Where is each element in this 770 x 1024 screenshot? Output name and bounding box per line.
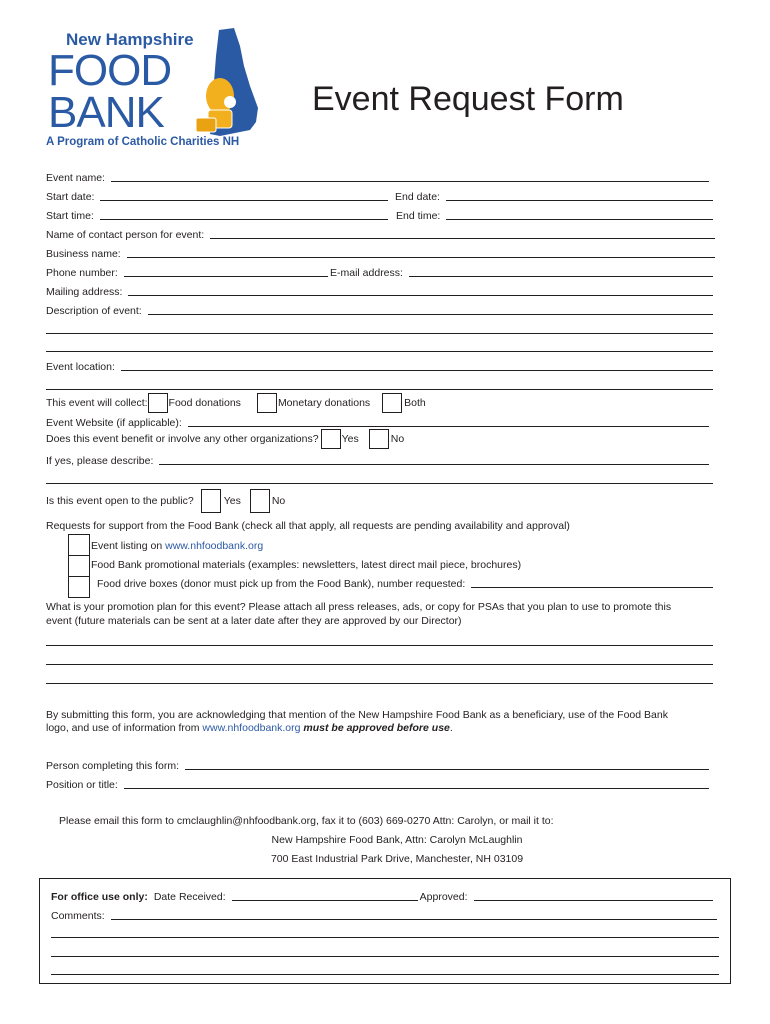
promotion-question-cont: event (future materials can be sent at a later date after they are approved by our Director) bbox=[46, 615, 462, 627]
description-line[interactable] bbox=[46, 333, 713, 334]
approved-label: Approved: bbox=[419, 891, 468, 903]
approved-field[interactable] bbox=[474, 900, 713, 901]
office-use-box bbox=[39, 878, 731, 984]
end-time-field[interactable] bbox=[396, 208, 717, 222]
logo bbox=[44, 26, 264, 156]
email-address-field[interactable] bbox=[330, 265, 717, 279]
benefit-yes-checkbox[interactable] bbox=[321, 429, 341, 449]
event-website-label: Event Website (if applicable): bbox=[46, 417, 182, 429]
mailing-street: 700 East Industrial Park Drive, Manchester, NH 03109 bbox=[270, 853, 524, 865]
logo-bank-text: BANK bbox=[48, 88, 164, 137]
event-name-field[interactable] bbox=[46, 170, 713, 184]
public-no-label: No bbox=[271, 495, 286, 507]
promo-materials-checkbox[interactable] bbox=[68, 555, 90, 577]
mailing-address-label: Mailing address: bbox=[46, 286, 123, 298]
person-completing-field[interactable] bbox=[46, 758, 713, 772]
event-listing-label: Event listing on bbox=[91, 540, 166, 552]
mailing-address-field[interactable] bbox=[46, 284, 717, 298]
both-checkbox[interactable] bbox=[382, 393, 402, 413]
logo-food-text: FOOD bbox=[48, 46, 172, 95]
food-drive-boxes-field[interactable] bbox=[97, 576, 713, 590]
date-received-field[interactable] bbox=[232, 900, 418, 901]
both-label: Both bbox=[404, 397, 426, 409]
event-listing-checkbox[interactable] bbox=[68, 534, 90, 556]
benefit-no-checkbox[interactable] bbox=[369, 429, 389, 449]
public-yes-label: Yes bbox=[223, 495, 241, 507]
promo-materials-label: Food Bank promotional materials (examples: newsletters, latest direct mail piece, brochures) bbox=[91, 559, 522, 571]
open-public-label: Is this event open to the public? bbox=[46, 495, 194, 507]
location-line[interactable] bbox=[46, 389, 713, 390]
submission-instructions: Please email this form to cmclaughlin@nhfoodbank.org, fax it to (603) 669-0270 Attn: Carolyn, or mail it to: bbox=[59, 815, 554, 827]
benefit-no-label: No bbox=[390, 433, 405, 445]
phone-number-field[interactable] bbox=[46, 265, 328, 279]
promotion-line[interactable] bbox=[46, 664, 713, 665]
agreement-bold: must be approved before use bbox=[303, 722, 450, 734]
promotion-line[interactable] bbox=[46, 683, 713, 684]
position-title-field[interactable] bbox=[46, 777, 713, 791]
describe-line[interactable] bbox=[46, 483, 713, 484]
collect-label: This event will collect: bbox=[46, 397, 148, 409]
start-date-field[interactable] bbox=[46, 189, 392, 203]
description-line[interactable] bbox=[46, 351, 713, 352]
public-yes-checkbox[interactable] bbox=[201, 489, 221, 513]
end-date-field[interactable] bbox=[395, 189, 717, 203]
event-listing-option bbox=[91, 540, 263, 552]
comments-label: Comments: bbox=[51, 910, 105, 922]
food-drive-boxes-checkbox[interactable] bbox=[68, 576, 90, 598]
collect-row bbox=[46, 392, 426, 414]
agreement-end: . bbox=[449, 722, 453, 734]
promotion-line[interactable] bbox=[46, 645, 713, 646]
describe-label: If yes, please describe: bbox=[46, 455, 154, 467]
comments-line[interactable] bbox=[51, 956, 719, 957]
event-website-field[interactable] bbox=[46, 415, 713, 429]
logo-top-text: New Hampshire bbox=[66, 30, 194, 49]
business-name-field[interactable] bbox=[46, 246, 719, 260]
public-no-checkbox[interactable] bbox=[250, 489, 270, 513]
benefit-label: Does this event benefit or involve any other organizations? bbox=[46, 433, 319, 445]
end-time-label: End time: bbox=[396, 210, 441, 222]
person-completing-label: Person completing this form: bbox=[46, 760, 180, 772]
description-label: Description of event: bbox=[46, 305, 142, 317]
office-use-row bbox=[51, 889, 717, 903]
start-time-label: Start time: bbox=[46, 210, 94, 222]
start-date-label: Start date: bbox=[46, 191, 95, 203]
open-public-row bbox=[46, 489, 285, 513]
event-name-label: Event name: bbox=[46, 172, 105, 184]
comments-line[interactable] bbox=[51, 974, 719, 975]
event-location-label: Event location: bbox=[46, 361, 115, 373]
contact-person-field[interactable] bbox=[46, 227, 719, 241]
benefit-row bbox=[46, 428, 404, 450]
end-date-label: End date: bbox=[395, 191, 440, 203]
monetary-donations-checkbox[interactable] bbox=[257, 393, 277, 413]
food-donations-checkbox[interactable] bbox=[148, 393, 168, 413]
email-address-label: E-mail address: bbox=[330, 267, 403, 279]
start-time-field[interactable] bbox=[46, 208, 392, 222]
contact-person-label: Name of contact person for event: bbox=[46, 229, 205, 241]
logo-tagline: A Program of Catholic Charities NH bbox=[46, 136, 240, 148]
benefit-yes-label: Yes bbox=[341, 433, 359, 445]
comments-line[interactable] bbox=[51, 937, 719, 938]
phone-number-label: Phone number: bbox=[46, 267, 118, 279]
agreement-prefix: logo, and use of information from bbox=[46, 722, 203, 734]
mailing-name: New Hampshire Food Bank, Attn: Carolyn McLaughlin bbox=[271, 834, 523, 846]
comments-field[interactable] bbox=[51, 908, 721, 922]
monetary-donations-label: Monetary donations bbox=[277, 397, 371, 409]
agreement-text: By submitting this form, you are acknowledging that mention of the New Hampshire Food Bank as a beneficiary, use of the Food Bank bbox=[46, 709, 668, 721]
description-field[interactable] bbox=[46, 303, 717, 317]
agreement-link[interactable]: www.nhfoodbank.org bbox=[202, 722, 301, 734]
event-listing-link[interactable]: www.nhfoodbank.org bbox=[165, 540, 264, 552]
business-name-label: Business name: bbox=[46, 248, 121, 260]
event-location-field[interactable] bbox=[46, 359, 717, 373]
food-donations-label: Food donations bbox=[168, 397, 241, 409]
agreement-text-cont bbox=[46, 722, 453, 734]
position-title-label: Position or title: bbox=[46, 779, 118, 791]
promotion-question: What is your promotion plan for this event? Please attach all press releases, ads, or copy for PSAs that you plan to use to promote this bbox=[46, 601, 672, 613]
support-heading: Requests for support from the Food Bank (check all that apply, all requests are pending availability and approval) bbox=[46, 520, 570, 532]
office-use-label: For office use only: bbox=[51, 891, 148, 903]
food-drive-boxes-label: Food drive boxes (donor must pick up from the Food Bank), number requested: bbox=[97, 578, 466, 590]
describe-field[interactable] bbox=[46, 453, 713, 467]
page-title: Event Request Form bbox=[312, 80, 624, 118]
date-received-label: Date Received: bbox=[153, 891, 226, 903]
